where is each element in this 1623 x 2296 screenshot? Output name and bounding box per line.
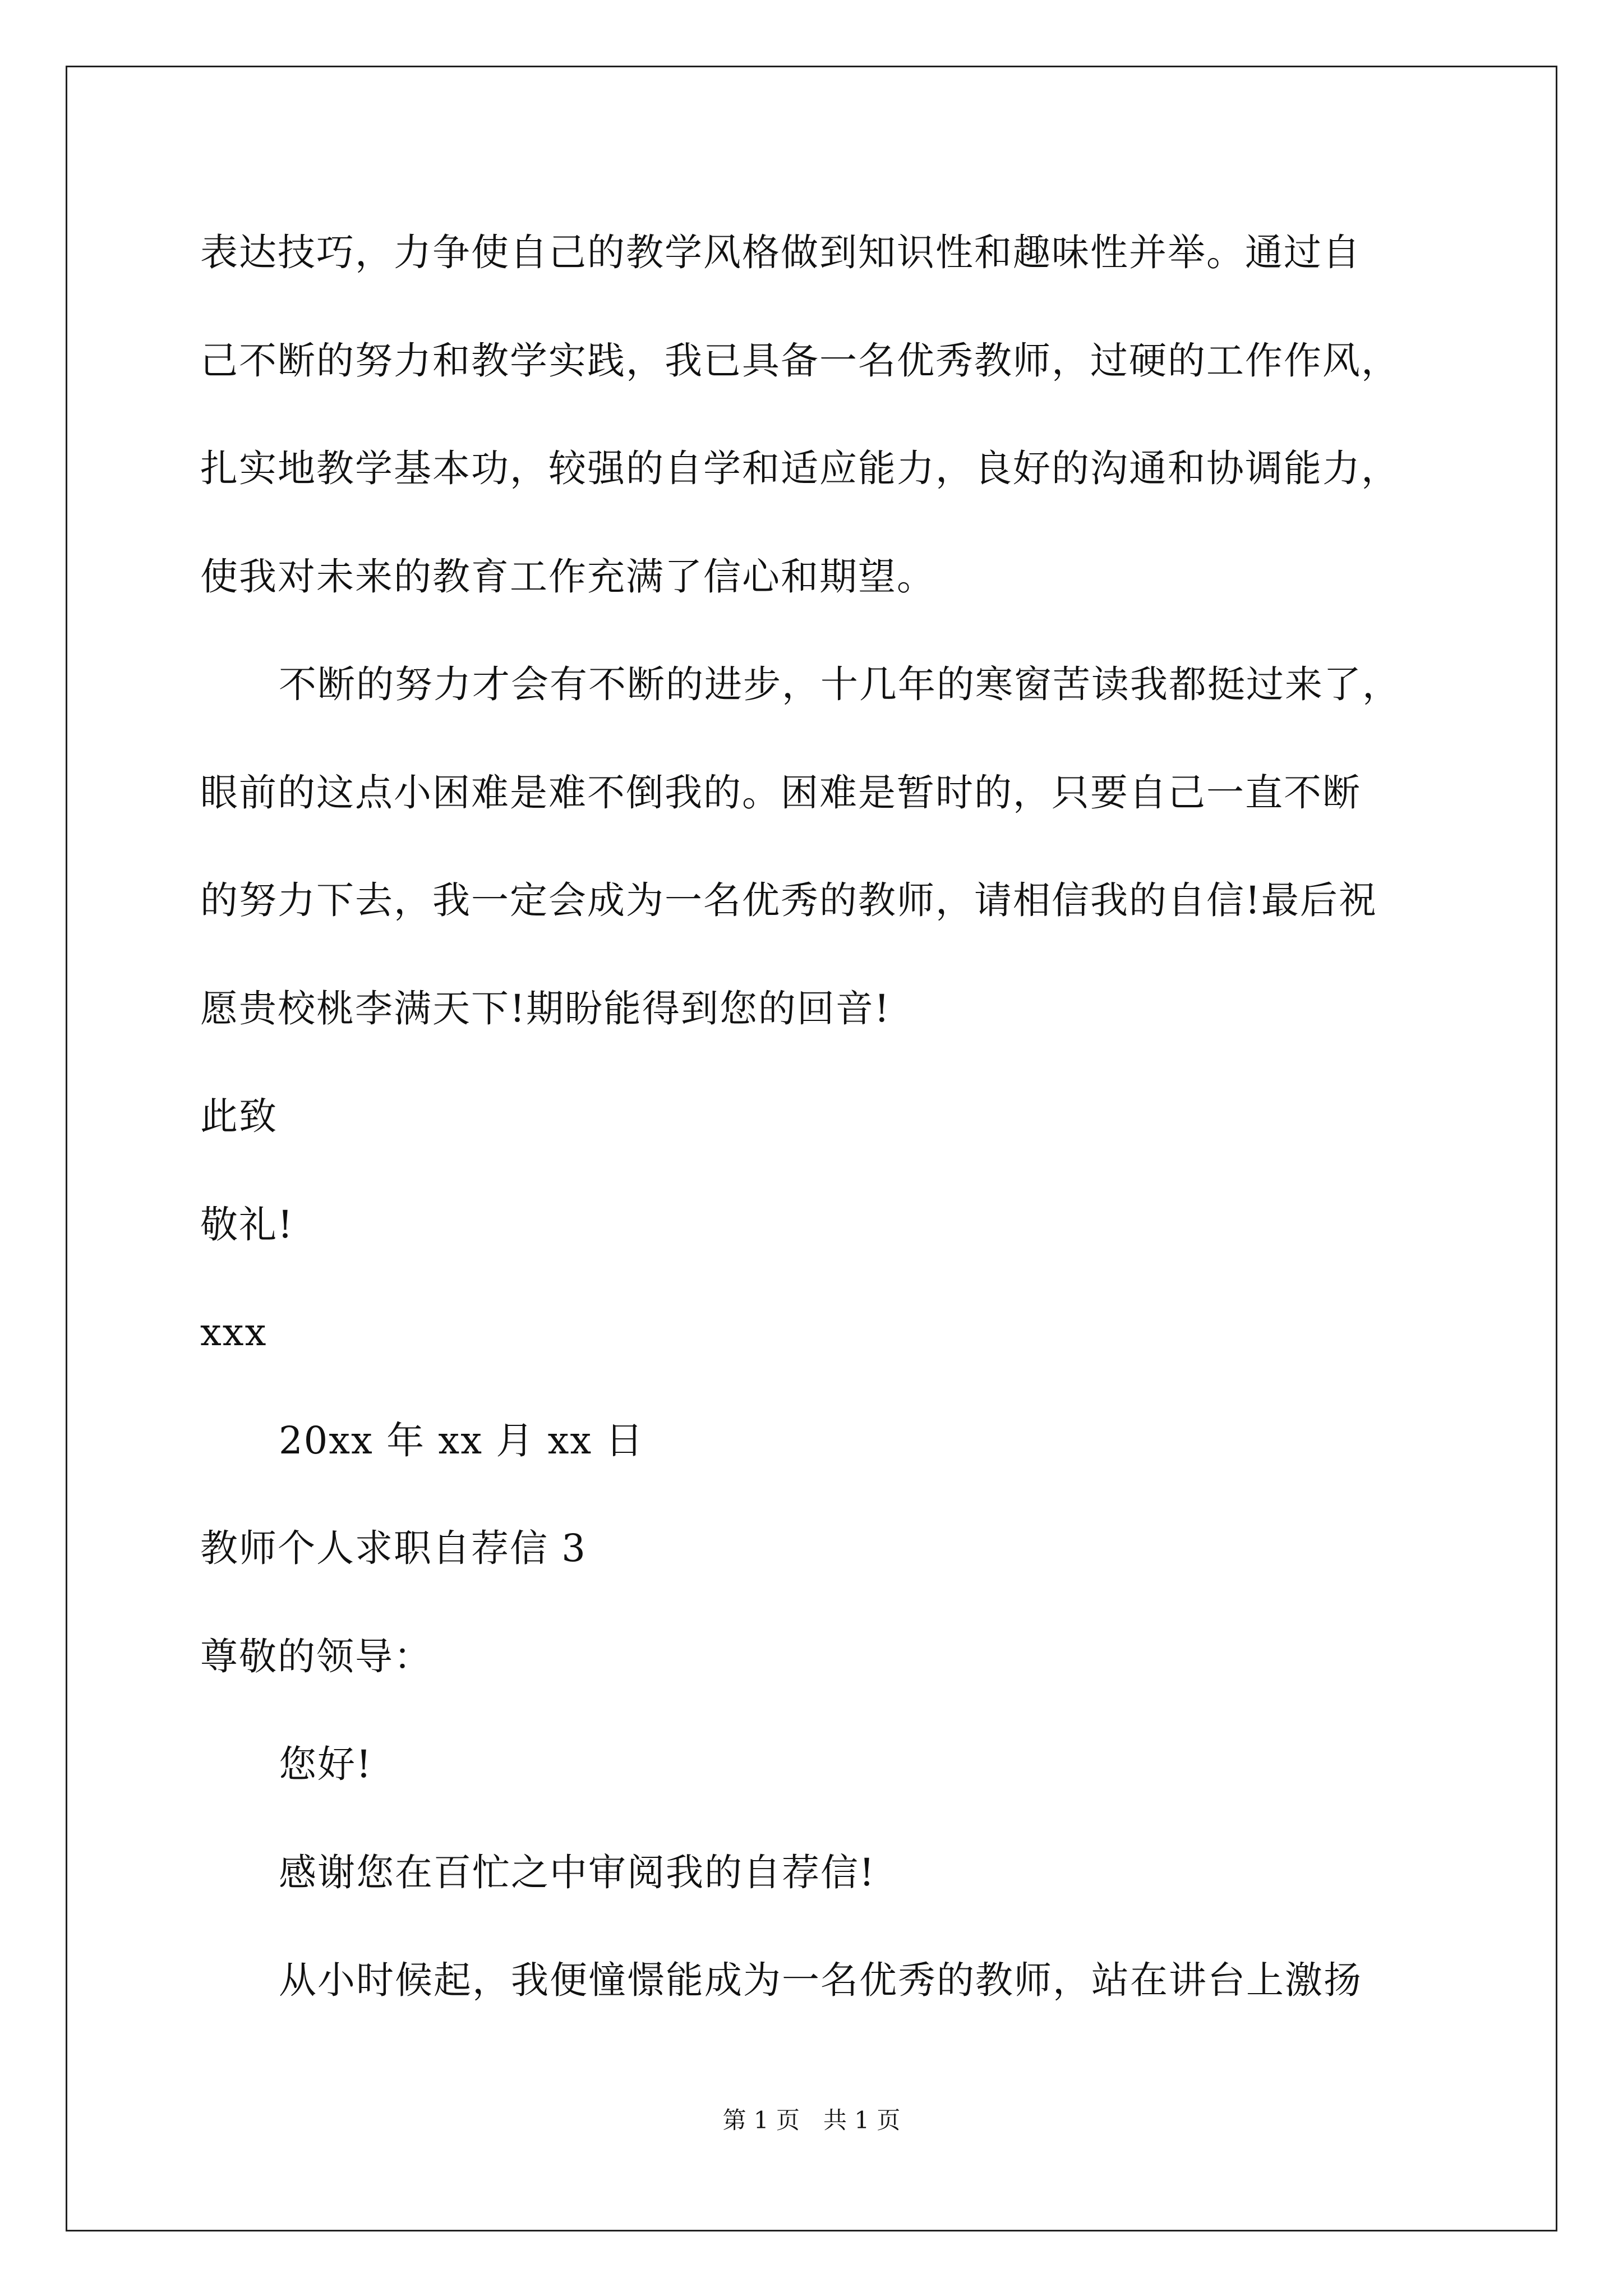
text-line: 使我对未来的教育工作充满了信心和期望。 (200, 555, 935, 599)
text-line: 感谢您在百忙之中审阅我的自荐信! (279, 1851, 875, 1894)
signature-date: 20xx 年 xx 月 xx 日 (279, 1419, 644, 1462)
text-line: 不断的努力才会有不断的进步，十几年的寒窗苦读我都挺过来了， (279, 662, 1401, 706)
text-line: 己不断的努力和教学实践，我已具备一名优秀教师，过硬的工作作风， (200, 339, 1400, 383)
text-line: 眼前的这点小困难是难不倒我的。困难是暂时的，只要自己一直不断 (200, 771, 1361, 815)
text-line: 表达技巧，力争使自己的教学风格做到知识性和趣味性并举。通过自 (200, 231, 1361, 274)
closing-salutation: 此致 (200, 1094, 278, 1138)
page-frame (66, 66, 1557, 2231)
text-line: 的努力下去，我一定会成为一名优秀的教师，请相信我的自信!最后祝 (200, 878, 1377, 922)
text-line: 扎实地教学基本功，较强的自学和适应能力，良好的沟通和协调能力， (200, 447, 1400, 490)
closing-regards: 敬礼! (200, 1203, 294, 1246)
text-line: 愿贵校桃李满天下!期盼能得到您的回音! (200, 987, 891, 1030)
text-line: 从小时候起，我便憧憬能成为一名优秀的教师，站在讲台上激扬 (279, 1958, 1362, 2002)
section-heading: 教师个人求职自荐信 3 (200, 1526, 587, 1570)
letter-addressee: 尊敬的领导： (200, 1635, 432, 1678)
signature-name: xxx (200, 1310, 268, 1354)
page-footer: 第 1 页 共 1 页 (722, 2106, 901, 2134)
letter-greeting: 您好! (279, 1742, 372, 1786)
